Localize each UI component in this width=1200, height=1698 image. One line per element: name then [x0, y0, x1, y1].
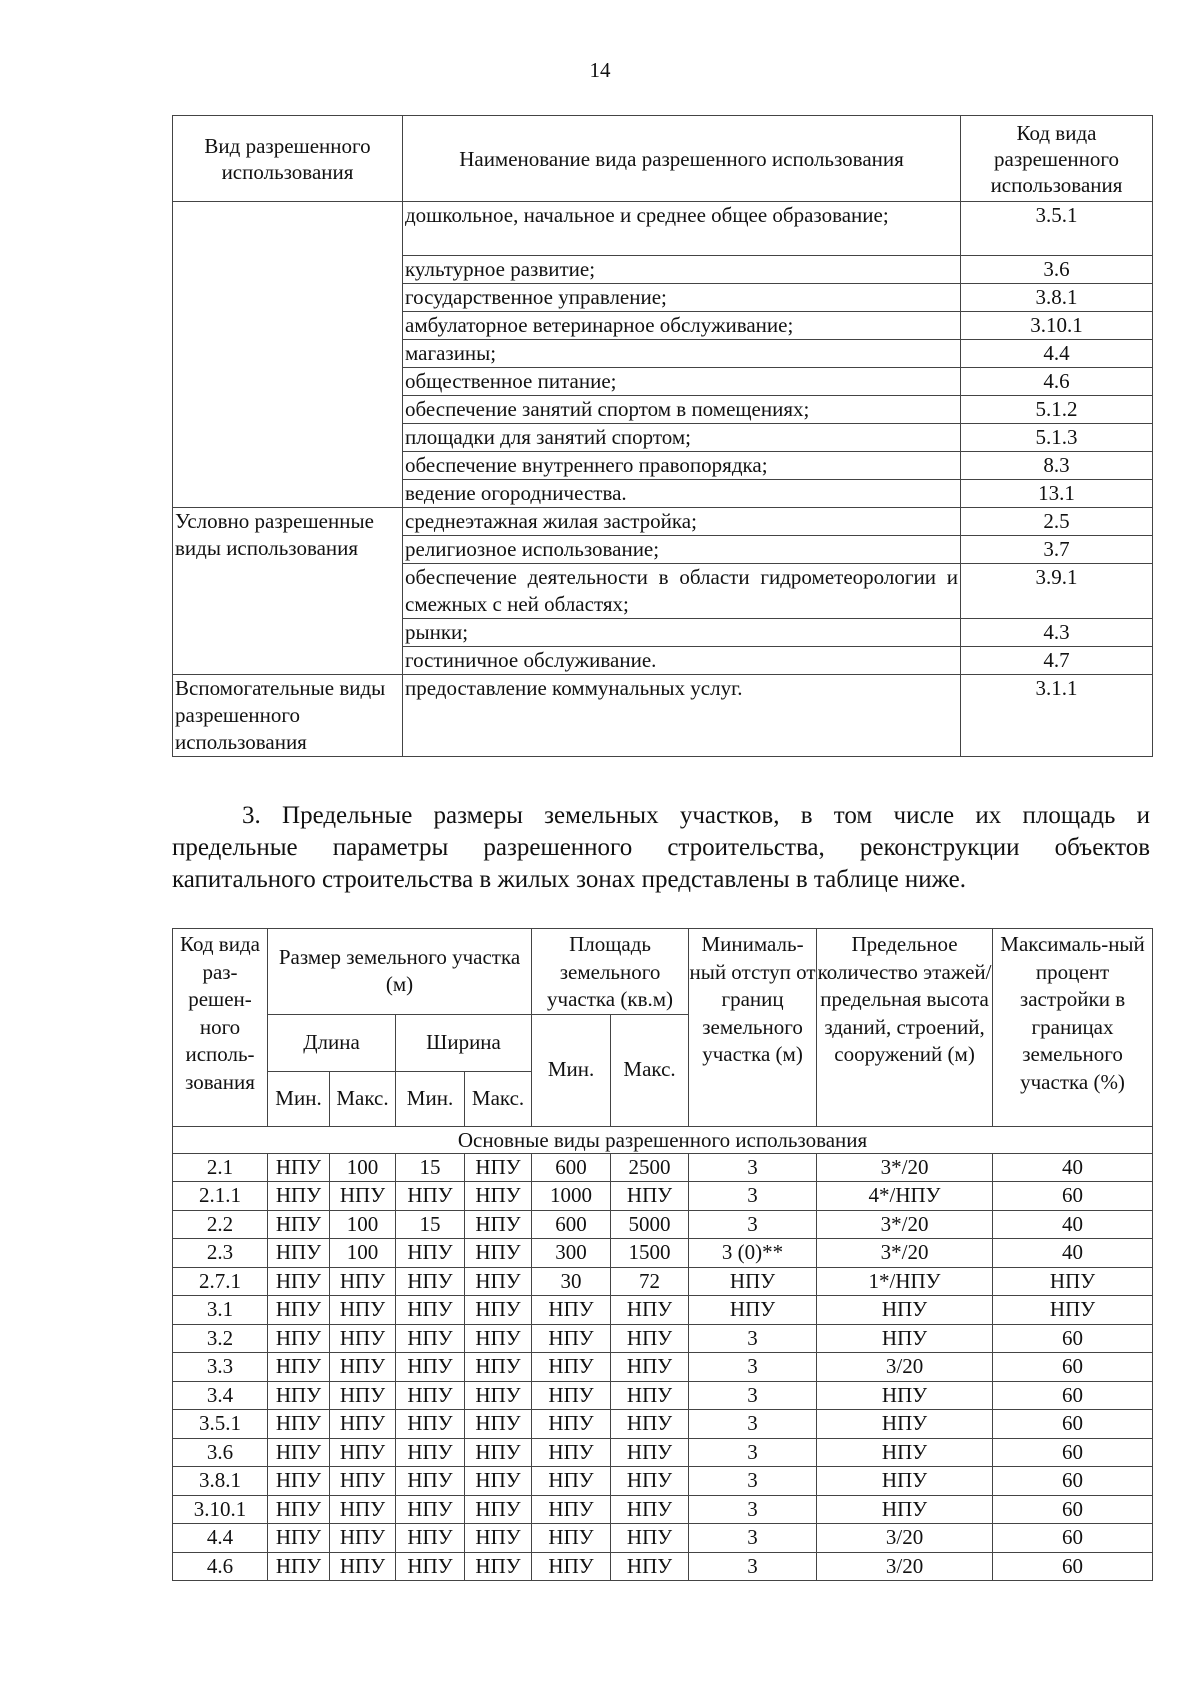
- cell-floors: НПУ: [817, 1296, 993, 1325]
- table-row: [173, 1552, 1153, 1581]
- cell-length-min: НПУ: [268, 1438, 330, 1467]
- cell-coverage: 60: [993, 1467, 1153, 1496]
- use-name: обеспечение деятельности в области гидрометеорологии и смежных с ней областях;: [403, 564, 961, 619]
- use-name: общественное питание;: [403, 368, 961, 396]
- header-plot-size: Размер земельного участка (м): [268, 929, 532, 1015]
- cell-floors: 3*/20: [817, 1153, 993, 1182]
- cell-width-max: НПУ: [465, 1524, 532, 1553]
- cell-width-min: 15: [396, 1153, 465, 1182]
- cell-setback: 3: [689, 1324, 817, 1353]
- table-row: [173, 675, 1153, 757]
- cell-width-max: НПУ: [465, 1182, 532, 1211]
- cell-floors: НПУ: [817, 1495, 993, 1524]
- header-coverage: Максималь-ный процент застройки в границах земельного участка (%): [993, 929, 1153, 1127]
- table-row: [173, 1182, 1153, 1211]
- cell-width-min: НПУ: [396, 1267, 465, 1296]
- cell-length-min: НПУ: [268, 1552, 330, 1581]
- cell-area-max: НПУ: [611, 1467, 689, 1496]
- cell-setback: 3: [689, 1353, 817, 1382]
- cell-code: 2.7.1: [173, 1267, 268, 1296]
- cell-floors: НПУ: [817, 1381, 993, 1410]
- header-use-code: Код вида разрешенного использования: [961, 116, 1153, 202]
- cell-setback: 3: [689, 1438, 817, 1467]
- cell-code: 3.3: [173, 1353, 268, 1382]
- header-length: Длина: [268, 1014, 396, 1071]
- cell-coverage: 60: [993, 1438, 1153, 1467]
- header-length-max: Макс.: [330, 1071, 396, 1126]
- paragraph-line: 3. Предельные размеры земельных участков, в том числе их площадь и: [242, 802, 1150, 829]
- cell-coverage: 60: [993, 1324, 1153, 1353]
- cell-area-max: НПУ: [611, 1353, 689, 1382]
- use-name: магазины;: [403, 340, 961, 368]
- table-row: [173, 1495, 1153, 1524]
- cell-length-max: НПУ: [330, 1267, 396, 1296]
- cell-width-max: НПУ: [465, 1296, 532, 1325]
- use-code: 5.1.3: [961, 424, 1153, 452]
- cell-floors: 3/20: [817, 1552, 993, 1581]
- cell-floors: 3/20: [817, 1353, 993, 1382]
- cell-length-max: НПУ: [330, 1438, 396, 1467]
- header-width-max: Макс.: [465, 1071, 532, 1126]
- cell-setback: 3: [689, 1210, 817, 1239]
- table-row: [173, 1524, 1153, 1553]
- cell-width-max: НПУ: [465, 1353, 532, 1382]
- use-code: 5.1.2: [961, 396, 1153, 424]
- cell-length-max: НПУ: [330, 1524, 396, 1553]
- cell-area-min: НПУ: [532, 1495, 611, 1524]
- cell-width-max: НПУ: [465, 1410, 532, 1439]
- table-row: [173, 1153, 1153, 1182]
- cell-width-min: НПУ: [396, 1239, 465, 1268]
- cell-area-min: НПУ: [532, 1381, 611, 1410]
- cell-width-max: НПУ: [465, 1467, 532, 1496]
- cell-coverage: НПУ: [993, 1267, 1153, 1296]
- cell-area-min: НПУ: [532, 1524, 611, 1553]
- use-name: культурное развитие;: [403, 256, 961, 284]
- cell-width-max: НПУ: [465, 1239, 532, 1268]
- cell-setback: НПУ: [689, 1267, 817, 1296]
- cell-length-max: 100: [330, 1239, 396, 1268]
- cell-code: 3.10.1: [173, 1495, 268, 1524]
- use-group-label: Вспомогательные виды разрешенного использования: [173, 675, 403, 757]
- header-code: Код вида раз-решен-ного исполь-зования: [173, 929, 268, 1127]
- cell-floors: НПУ: [817, 1324, 993, 1353]
- cell-length-min: НПУ: [268, 1239, 330, 1268]
- land-parameters-table-body: [173, 1153, 1153, 1581]
- table-row: [173, 1438, 1153, 1467]
- cell-code: 3.8.1: [173, 1467, 268, 1496]
- cell-code: 3.5.1: [173, 1410, 268, 1439]
- permitted-use-table: [172, 115, 1153, 757]
- cell-floors: 3/20: [817, 1524, 993, 1553]
- cell-floors: 3*/20: [817, 1210, 993, 1239]
- cell-coverage: 60: [993, 1182, 1153, 1211]
- permitted-use-table-body: [173, 202, 1153, 757]
- cell-floors: НПУ: [817, 1410, 993, 1439]
- cell-width-max: НПУ: [465, 1210, 532, 1239]
- use-name: предоставление коммунальных услуг.: [403, 675, 961, 757]
- table-row: [173, 1353, 1153, 1382]
- cell-area-min: 600: [532, 1153, 611, 1182]
- cell-area-max: НПУ: [611, 1182, 689, 1211]
- use-code: 3.5.1: [961, 202, 1153, 256]
- table-row: [173, 1296, 1153, 1325]
- use-name: амбулаторное ветеринарное обслуживание;: [403, 312, 961, 340]
- cell-width-min: НПУ: [396, 1495, 465, 1524]
- cell-setback: 3: [689, 1153, 817, 1182]
- cell-width-max: НПУ: [465, 1324, 532, 1353]
- header-setback: Минималь-ный отступ от границ земельного участка (м): [689, 929, 817, 1127]
- cell-length-min: НПУ: [268, 1495, 330, 1524]
- use-name: среднеэтажная жилая застройка;: [403, 508, 961, 536]
- cell-length-min: НПУ: [268, 1296, 330, 1325]
- cell-coverage: 40: [993, 1239, 1153, 1268]
- cell-floors: НПУ: [817, 1438, 993, 1467]
- header-width-min: Мин.: [396, 1071, 465, 1126]
- table-row: [173, 1239, 1153, 1268]
- cell-area-max: 2500: [611, 1153, 689, 1182]
- use-code: 3.6: [961, 256, 1153, 284]
- cell-length-min: НПУ: [268, 1153, 330, 1182]
- cell-area-max: 1500: [611, 1239, 689, 1268]
- use-code: 4.7: [961, 647, 1153, 675]
- cell-area-max: НПУ: [611, 1495, 689, 1524]
- cell-floors: 1*/НПУ: [817, 1267, 993, 1296]
- table-row: [173, 1324, 1153, 1353]
- use-group-label: Условно разрешенные виды использования: [173, 508, 403, 675]
- page-number: 14: [589, 58, 611, 82]
- paragraph-line: капитального строительства в жилых зонах представлены в таблице ниже.: [172, 866, 966, 893]
- cell-width-min: НПУ: [396, 1524, 465, 1553]
- cell-area-min: 1000: [532, 1182, 611, 1211]
- cell-length-min: НПУ: [268, 1353, 330, 1382]
- cell-length-max: НПУ: [330, 1552, 396, 1581]
- cell-area-min: НПУ: [532, 1438, 611, 1467]
- table-row: [173, 1381, 1153, 1410]
- cell-setback: 3: [689, 1524, 817, 1553]
- use-code: 8.3: [961, 452, 1153, 480]
- use-name: обеспечение занятий спортом в помещениях;: [403, 396, 961, 424]
- land-parameters-table: [172, 928, 1153, 1581]
- cell-length-max: 100: [330, 1210, 396, 1239]
- cell-width-max: НПУ: [465, 1153, 532, 1182]
- cell-setback: 3: [689, 1467, 817, 1496]
- table-row: [173, 1267, 1153, 1296]
- cell-width-min: НПУ: [396, 1438, 465, 1467]
- section-paragraph: [172, 800, 1150, 896]
- cell-area-min: НПУ: [532, 1353, 611, 1382]
- cell-length-min: НПУ: [268, 1381, 330, 1410]
- use-code: 4.6: [961, 368, 1153, 396]
- cell-width-min: НПУ: [396, 1467, 465, 1496]
- cell-width-max: НПУ: [465, 1267, 532, 1296]
- cell-coverage: 60: [993, 1495, 1153, 1524]
- cell-area-min: НПУ: [532, 1467, 611, 1496]
- cell-length-max: НПУ: [330, 1353, 396, 1382]
- cell-setback: НПУ: [689, 1296, 817, 1325]
- use-code: 2.5: [961, 508, 1153, 536]
- cell-code: 2.1: [173, 1153, 268, 1182]
- cell-width-max: НПУ: [465, 1552, 532, 1581]
- header-width: Ширина: [396, 1014, 532, 1071]
- cell-code: 3.4: [173, 1381, 268, 1410]
- header-floors: Предельное количество этажей/ предельная высота зданий, строений, сооружений (м): [817, 929, 993, 1127]
- paragraph-line: предельные параметры разрешенного строительства, реконструкции объектов: [172, 834, 1150, 861]
- cell-setback: 3: [689, 1495, 817, 1524]
- cell-length-min: НПУ: [268, 1467, 330, 1496]
- use-code: 3.7: [961, 536, 1153, 564]
- header-use-name: Наименование вида разрешенного использования: [403, 116, 961, 202]
- cell-area-max: НПУ: [611, 1410, 689, 1439]
- use-code: 3.8.1: [961, 284, 1153, 312]
- cell-floors: 3*/20: [817, 1239, 993, 1268]
- cell-code: 4.4: [173, 1524, 268, 1553]
- use-code: 13.1: [961, 480, 1153, 508]
- cell-area-max: 5000: [611, 1210, 689, 1239]
- use-group-label: [173, 202, 403, 508]
- table-row: [173, 1467, 1153, 1496]
- use-name: обеспечение внутреннего правопорядка;: [403, 452, 961, 480]
- cell-area-min: НПУ: [532, 1296, 611, 1325]
- header-area-min: Мин.: [532, 1014, 611, 1126]
- use-name: площадки для занятий спортом;: [403, 424, 961, 452]
- cell-coverage: 60: [993, 1410, 1153, 1439]
- cell-coverage: 60: [993, 1524, 1153, 1553]
- cell-coverage: 40: [993, 1210, 1153, 1239]
- cell-length-min: НПУ: [268, 1210, 330, 1239]
- cell-floors: НПУ: [817, 1467, 993, 1496]
- use-name: религиозное использование;: [403, 536, 961, 564]
- cell-area-min: НПУ: [532, 1410, 611, 1439]
- cell-code: 2.2: [173, 1210, 268, 1239]
- cell-width-max: НПУ: [465, 1438, 532, 1467]
- cell-area-min: НПУ: [532, 1324, 611, 1353]
- cell-code: 3.1: [173, 1296, 268, 1325]
- cell-length-min: НПУ: [268, 1267, 330, 1296]
- header-area-max: Макс.: [611, 1014, 689, 1126]
- use-code: 3.9.1: [961, 564, 1153, 619]
- table-row: [173, 1410, 1153, 1439]
- cell-coverage: 60: [993, 1552, 1153, 1581]
- use-code: 3.10.1: [961, 312, 1153, 340]
- cell-width-max: НПУ: [465, 1495, 532, 1524]
- cell-setback: 3: [689, 1410, 817, 1439]
- use-name: ведение огородничества.: [403, 480, 961, 508]
- section-title: Основные виды разрешенного использования: [173, 1126, 1153, 1153]
- cell-area-min: НПУ: [532, 1552, 611, 1581]
- use-name: рынки;: [403, 619, 961, 647]
- cell-length-min: НПУ: [268, 1410, 330, 1439]
- table-row: [173, 508, 1153, 536]
- cell-setback: 3: [689, 1552, 817, 1581]
- use-name: государственное управление;: [403, 284, 961, 312]
- cell-area-min: 300: [532, 1239, 611, 1268]
- cell-width-max: НПУ: [465, 1381, 532, 1410]
- cell-floors: 4*/НПУ: [817, 1182, 993, 1211]
- header-area: Площадь земельного участка (кв.м): [532, 929, 689, 1015]
- cell-length-max: НПУ: [330, 1467, 396, 1496]
- cell-code: 2.1.1: [173, 1182, 268, 1211]
- cell-code: 4.6: [173, 1552, 268, 1581]
- cell-width-min: НПУ: [396, 1381, 465, 1410]
- cell-area-max: НПУ: [611, 1438, 689, 1467]
- cell-length-max: НПУ: [330, 1296, 396, 1325]
- cell-code: 2.3: [173, 1239, 268, 1268]
- header-length-min: Мин.: [268, 1071, 330, 1126]
- cell-width-min: НПУ: [396, 1324, 465, 1353]
- cell-width-min: 15: [396, 1210, 465, 1239]
- cell-length-max: НПУ: [330, 1381, 396, 1410]
- table-row: [173, 1210, 1153, 1239]
- use-code: 4.3: [961, 619, 1153, 647]
- cell-area-min: 600: [532, 1210, 611, 1239]
- cell-length-min: НПУ: [268, 1324, 330, 1353]
- cell-width-min: НПУ: [396, 1296, 465, 1325]
- use-name: гостиничное обслуживание.: [403, 647, 961, 675]
- cell-length-max: НПУ: [330, 1182, 396, 1211]
- cell-area-max: НПУ: [611, 1324, 689, 1353]
- cell-length-max: 100: [330, 1153, 396, 1182]
- cell-width-min: НПУ: [396, 1353, 465, 1382]
- cell-length-min: НПУ: [268, 1182, 330, 1211]
- cell-area-max: НПУ: [611, 1381, 689, 1410]
- cell-setback: 3 (0)**: [689, 1239, 817, 1268]
- cell-width-min: НПУ: [396, 1410, 465, 1439]
- use-name: дошкольное, начальное и среднее общее образование;: [403, 202, 961, 256]
- cell-area-max: НПУ: [611, 1524, 689, 1553]
- cell-length-min: НПУ: [268, 1524, 330, 1553]
- use-code: 3.1.1: [961, 675, 1153, 757]
- cell-area-max: НПУ: [611, 1552, 689, 1581]
- cell-coverage: 60: [993, 1353, 1153, 1382]
- cell-width-min: НПУ: [396, 1552, 465, 1581]
- use-code: 4.4: [961, 340, 1153, 368]
- cell-area-min: 30: [532, 1267, 611, 1296]
- cell-width-min: НПУ: [396, 1182, 465, 1211]
- table-row: [173, 202, 1153, 256]
- cell-coverage: 40: [993, 1153, 1153, 1182]
- cell-coverage: 60: [993, 1381, 1153, 1410]
- cell-code: 3.6: [173, 1438, 268, 1467]
- header-use-type: Вид разрешенного использования: [173, 116, 403, 202]
- cell-length-max: НПУ: [330, 1495, 396, 1524]
- cell-code: 3.2: [173, 1324, 268, 1353]
- cell-area-max: 72: [611, 1267, 689, 1296]
- cell-area-max: НПУ: [611, 1296, 689, 1325]
- cell-length-max: НПУ: [330, 1324, 396, 1353]
- cell-setback: 3: [689, 1381, 817, 1410]
- cell-setback: 3: [689, 1182, 817, 1211]
- cell-length-max: НПУ: [330, 1410, 396, 1439]
- cell-coverage: НПУ: [993, 1296, 1153, 1325]
